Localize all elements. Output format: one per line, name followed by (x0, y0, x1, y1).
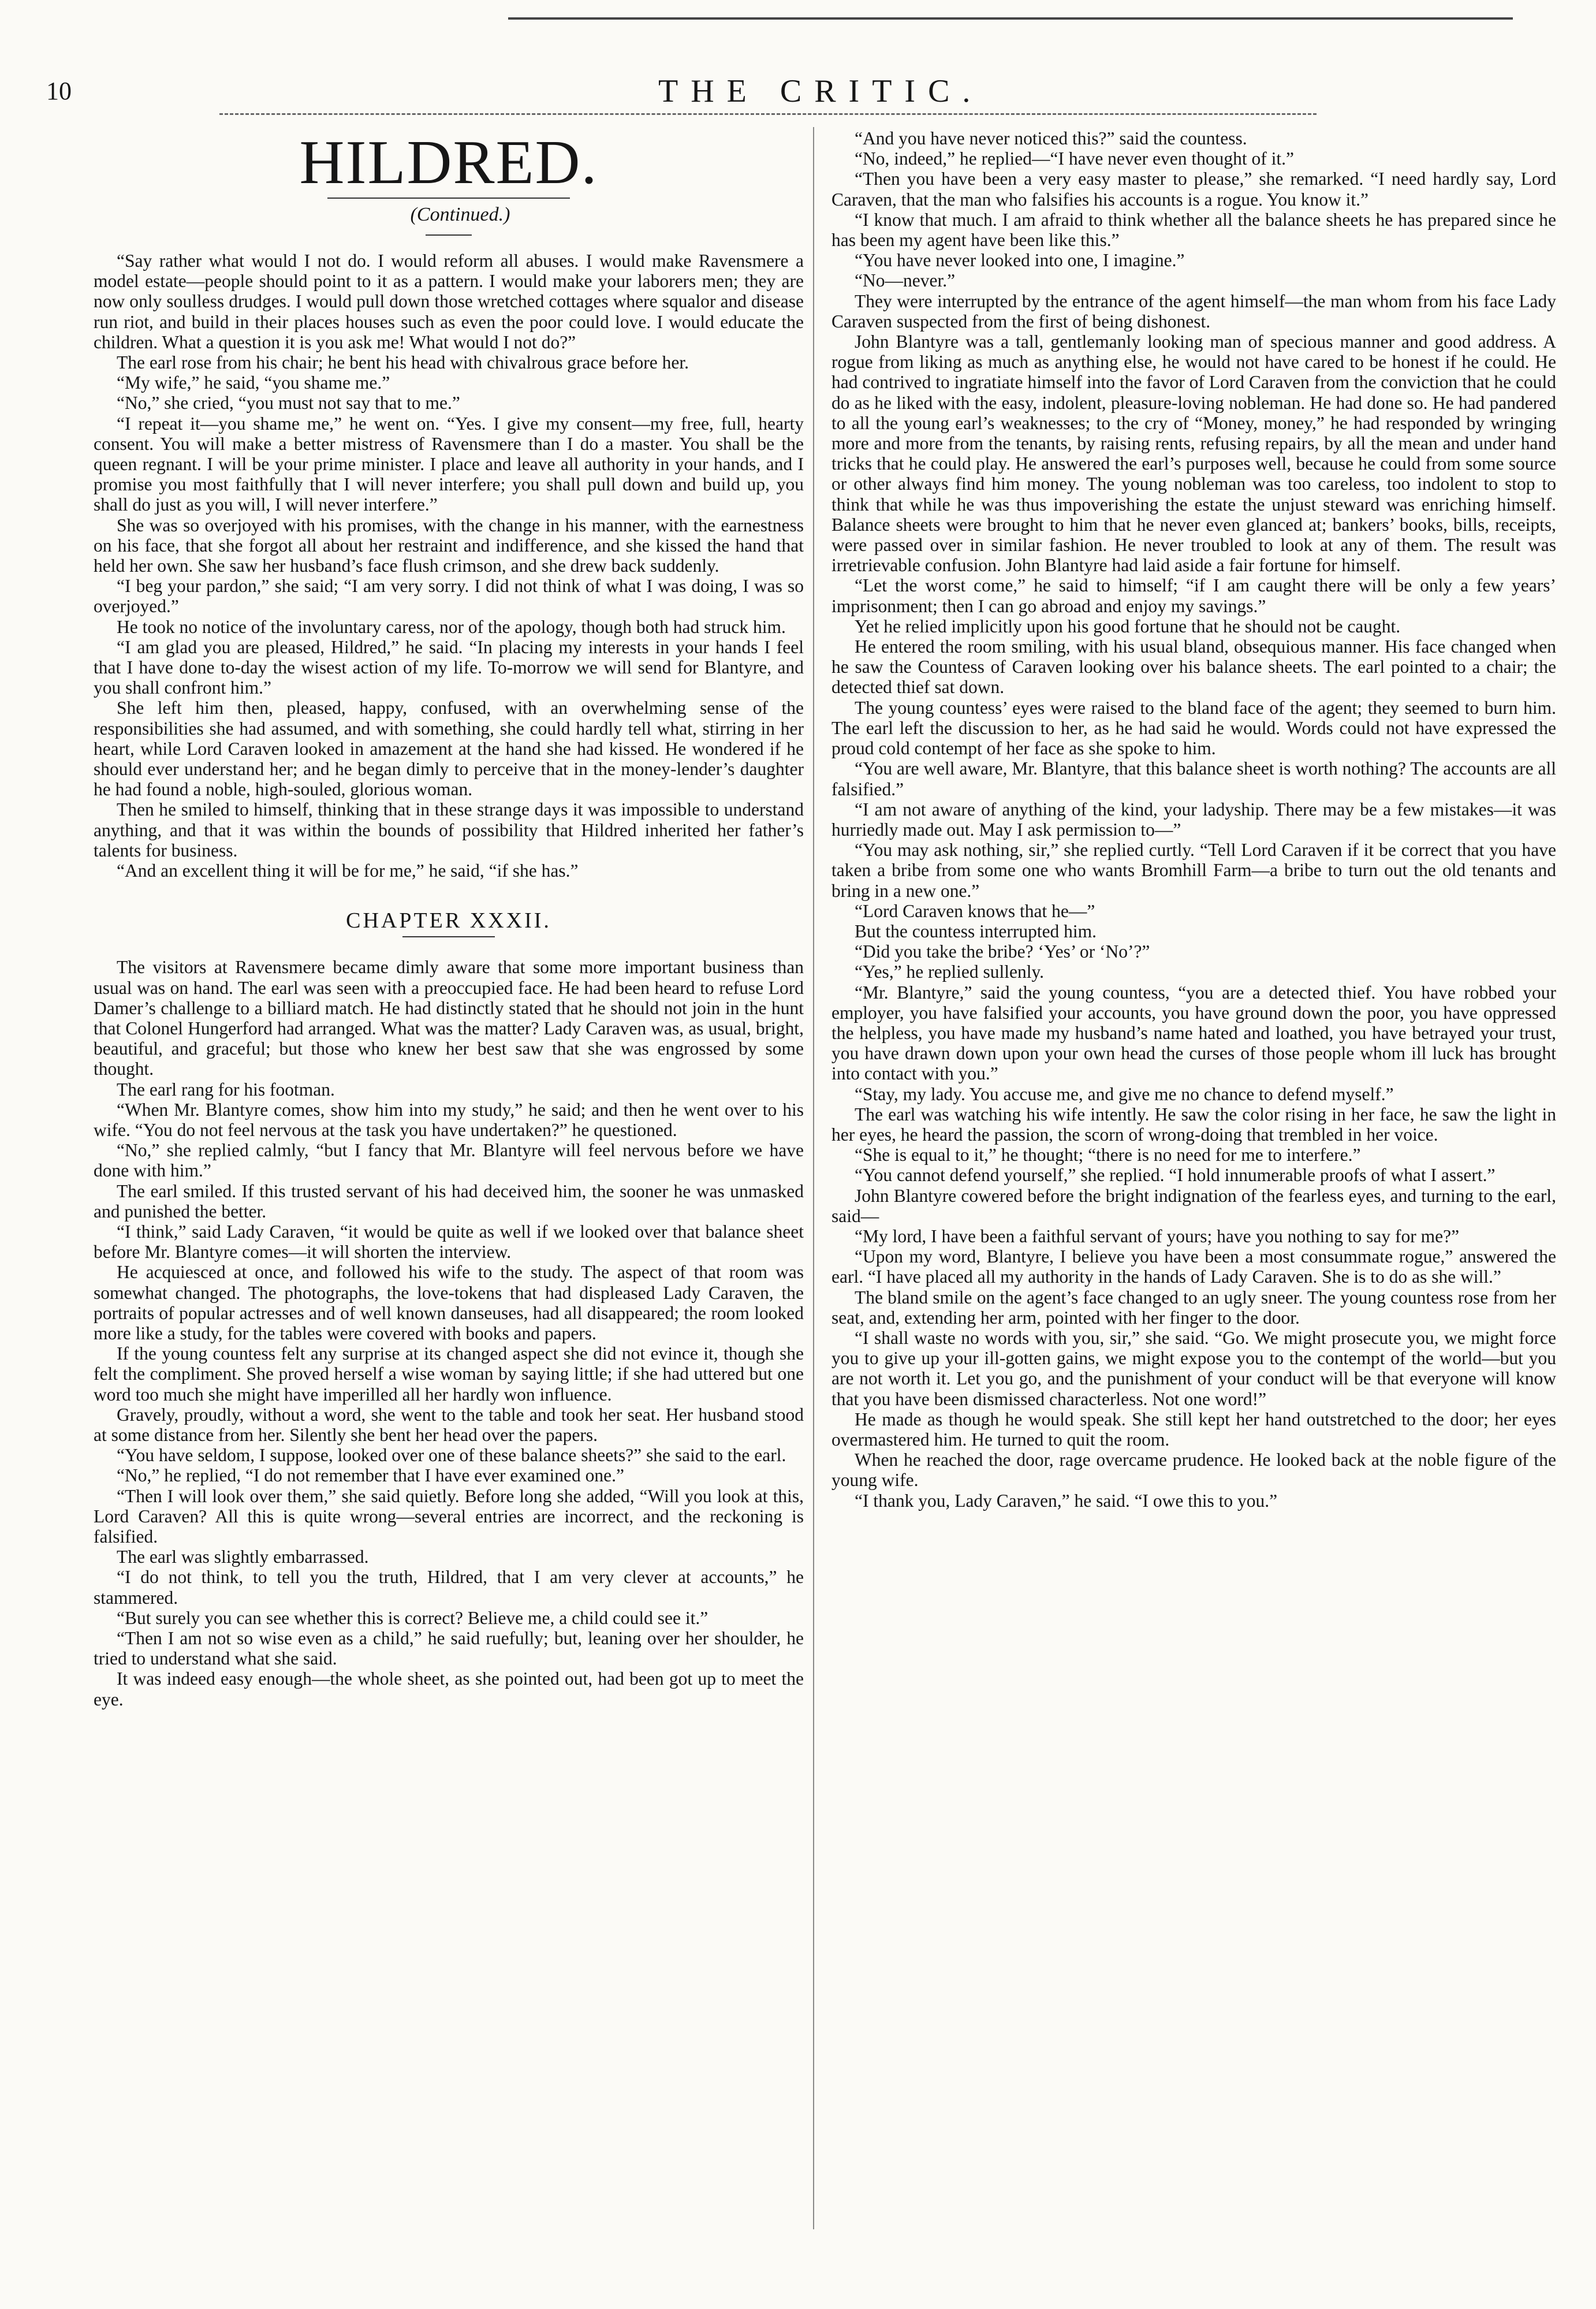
paragraph: The earl was slightly embarrassed. (117, 1547, 369, 1567)
paragraph: “No, indeed,” he replied—“I have never even thought of it.” (855, 148, 1294, 169)
paragraph: John Blantyre was a tall, gentlemanly looking man of specious manner and good address. A rogue from liking as much as anything else, he would not have cared to be honest if he could. He had contrived to ingratiate himself into the favor of Lord Caraven from the conviction that he could do as he liked with the easy, indolent, pleasure-loving nobleman. He had done so. He had pandered to all the young earl’s weaknesses; to the cry of “Money, money,” he had responded by wringing more and more from the tenants, by raising rents, refusing repairs, by all the mean and under hand tricks that he could play. He answered the earl’s purposes well, because he could from some source or other always find him money. The young nobleman was too careless, too indolent to stop to think that while he was thus impoverishing the estate the unjust steward was enriching himself. Balance sheets were brought to him that he never even glanced at; bankers’ books, bills, receipts, were passed over in similar fashion. He never troubled to look at any of them. The result was irretrievable confusion. John Blantyre had laid aside a fair fortune for himself. (831, 332, 1556, 576)
paragraph: “Then you have been a very easy master to please,” she remarked. “I need hardly say, Lord Caraven, that the man who falsifies his accounts is a rogue. You know it.” (831, 169, 1556, 210)
paragraph: The earl was watching his wife intently. He saw the color rising in her face, he saw the light in her eyes, he heard the passion, the scorn of wrong-doing that trembled in her voice. (831, 1104, 1556, 1145)
paragraph: The earl smiled. If this trusted servant of his had deceived him, the sooner he was unmasked and punished the better. (94, 1180, 804, 1221)
paragraph: Gravely, proudly, without a word, she went to the table and took her seat. Her husband stood at some distance from her. Silently she bent her head over the papers. (94, 1404, 804, 1445)
paragraph: It was indeed easy enough—the whole sheet, as she pointed out, had been got up to meet the eye. (94, 1669, 804, 1710)
ornament-rule (426, 234, 472, 236)
chapter-heading: CHAPTER XXXII. (346, 908, 551, 933)
paragraph: “No,” he replied, “I do not remember that I have ever examined one.” (117, 1465, 624, 1486)
paragraph: “Yes,” he replied sullenly. (855, 962, 1045, 982)
paragraph: He made as though he would speak. She still kept her hand outstretched to the door; her eyes overmastered him. He turned to quit the room. (831, 1409, 1556, 1450)
paragraph: “You may ask nothing, sir,” she replied curtly. “Tell Lord Caraven if it be correct that you have taken a bribe from some one who wants Bromhill Farm—a bribe to turn out the old tenants and bring in a new one.” (831, 840, 1556, 901)
paragraph: “And you have never noticed this?” said the countess. (855, 128, 1247, 148)
paragraph: “I thank you, Lady Caraven,” he said. “I owe this to you.” (855, 1490, 1278, 1511)
header-rule (219, 113, 1317, 115)
paragraph: “I am not aware of anything of the kind, your ladyship. There may be a few mistakes—it was hurriedly made out. May I ask permission to—” (831, 799, 1556, 840)
paragraph: He entered the room smiling, with his usual bland, obsequious manner. His face changed when he saw the Countess of Caraven looking over his balance sheets. The earl pointed to a chair; the detected thief sat down. (831, 636, 1556, 698)
paragraph: “Then I am not so wise even as a child,” he said ruefully; but, leaning over her shoulder, he tried to understand what she said. (94, 1628, 804, 1669)
column-divider (813, 127, 814, 2229)
paragraph: “Let the worst come,” he said to himself; “if I am caught there will be only a few years’ imprisonment; then I can go abroad and enjoy my savings.” (831, 575, 1556, 616)
left-paragraphs-after-chapter (94, 957, 804, 1710)
paragraph: “No,” she cried, “you must not say that to me.” (117, 393, 460, 414)
page-header (46, 73, 1547, 128)
paragraph: “I shall waste no words with you, sir,” she said. “Go. We might prosecute you, we might force you to give up your ill-gotten gains, we might expose you to the contempt of the world—but you are not worth it. Let you go, and the punishment of your conduct will be that everyone will know that you have been dismissed characterless. Not one word!” (831, 1327, 1556, 1409)
right-column (831, 128, 1556, 1511)
paragraph: “You cannot defend yourself,” she replied. “I hold innumerable proofs of what I assert.” (855, 1165, 1496, 1186)
paragraph: “Lord Caraven knows that he—” (855, 900, 1095, 921)
paragraph: The visitors at Ravensmere became dimly aware that some more important business than usual was on hand. The earl was seen with a preoccupied face. He had been heard to refuse Lord Damer’s challenge to a billiard match. He had distinctly stated that he should not join in the hunt that Colonel Hungerford had arranged. What was the matter? Lady Caraven was, as usual, bright, beautiful, and graceful; but those who knew her best saw that she was engrossed by some thought. (94, 957, 804, 1079)
left-paragraphs-before-chapter (94, 251, 804, 881)
paragraph: The earl rose from his chair; he bent his head with chivalrous grace before her. (117, 352, 689, 373)
chapter-rule (402, 936, 495, 937)
paragraph: He acquiesced at once, and followed his wife to the study. The aspect of that room was somewhat changed. The photographs, the love-tokens that had displeased Lady Caraven, the portraits of popular actresses and of well known danseuses, had all disappeared; the room looked more like a study, for the tables were covered with books and papers. (94, 1262, 804, 1343)
paragraph: “She is equal to it,” he thought; “there is no need for me to interfere.” (855, 1145, 1361, 1165)
paragraph: “I beg your pardon,” she said; “I am very sorry. I did not think of what I was doing, I was so overjoyed.” (94, 576, 804, 617)
running-title: THE CRITIC. (658, 73, 983, 109)
paragraph: “Stay, my lady. You accuse me, and give me no chance to defend myself.” (855, 1083, 1394, 1104)
paragraph: “You are well aware, Mr. Blantyre, that this balance sheet is worth nothing? The accounts are all falsified.” (831, 758, 1556, 799)
paragraph: “Did you take the bribe? ‘Yes’ or ‘No’?” (855, 941, 1150, 962)
paragraph: “And an excellent thing it will be for me,” he said, “if she has.” (117, 861, 579, 881)
paragraph: “I know that much. I am afraid to think whether all the balance sheets he has prepared since he has been my agent have been like this.” (831, 209, 1556, 251)
paragraph: Then he smiled to himself, thinking that in these strange days it was impossible to understand anything, and that it was within the bounds of possibility that Hildred inherited her father’s talents for business. (94, 799, 804, 861)
paragraph: “Upon my word, Blantyre, I believe you have been a most consummate rogue,” answered the earl. “I have placed all my authority in the hands of Lady Caraven. She is to do as she will.” (831, 1246, 1556, 1287)
paragraph: “You have never looked into one, I imagine.” (855, 250, 1185, 271)
paragraph: When he reached the door, rage overcame prudence. He looked back at the noble figure of the young wife. (831, 1450, 1556, 1491)
paragraph: If the young countess felt any surprise at its changed aspect she did not evince it, though she felt the compliment. She proved herself a wise woman by saying little; if she had uttered but one word too much she might have imperilled all her hardly won influence. (94, 1343, 804, 1405)
paragraph: He took no notice of the involuntary caress, nor of the apology, though both had struck him. (117, 616, 786, 637)
paragraph: “Say rather what would I not do. I would reform all abuses. I would make Ravensmere a model estate—people should point to it as a pattern. I would make your laborers men; they are now only soulless drudges. I would pull down those wretched cottages where squalor and disease run riot, and build in their places houses such as even the poor could love. I would educate the children. What a question it is you ask me! What would I not do?” (94, 251, 804, 352)
paragraph: “No,” she replied calmly, “but I fancy that Mr. Blantyre will feel nervous before we have done with him.” (94, 1140, 804, 1181)
paragraph: They were interrupted by the entrance of the agent himself—the man whom from his face Lady Caraven suspected from the first of being dishonest. (831, 291, 1556, 332)
story-title: HILDRED. (299, 128, 598, 197)
paragraph: “I am glad you are pleased, Hildred,” he said. “In placing my interests in your hands I feel that I have done to-day the wisest action of my life. To-morrow we will send for Blantyre, and you shall confront him.” (94, 636, 804, 698)
paragraph: John Blantyre cowered before the bright indignation of the fearless eyes, and turning to the earl, said— (831, 1185, 1556, 1226)
left-column (94, 128, 804, 1710)
paragraph: “Then I will look over them,” she said quietly. Before long she added, “Will you look at this, Lord Caraven? All this is quite wrong—several entries are incorrect, and the reckoning is falsified. (94, 1485, 804, 1547)
paragraph: “You have seldom, I suppose, looked over one of these balance sheets?” she said to the earl. (117, 1445, 786, 1466)
paragraph: “I repeat it—you shame me,” he went on. “Yes. I give my consent—my free, full, hearty consent. You will make a better mistress of Ravensmere than I do a master. You shall be the queen regnant. I will be your prime minister. I place and leave all authority in your hands, and I promise you most faithfully that I will never interfere; you shall pull down and build up, you shall do just as you will, I will never interfere.” (94, 413, 804, 515)
paragraph: The bland smile on the agent’s face changed to an ugly sneer. The young countess rose from her seat, and, extending her arm, pointed with her finger to the door. (831, 1287, 1556, 1328)
paragraph: “I think,” said Lady Caraven, “it would be quite as well if we looked over that balance sheet before Mr. Blantyre comes—it will shorten the interview. (94, 1221, 804, 1262)
paragraph: “I do not think, to tell you the truth, Hildred, that I am very clever at accounts,” he stammered. (94, 1567, 804, 1608)
paragraph: “But surely you can see whether this is correct? Believe me, a child could see it.” (117, 1607, 708, 1628)
paragraph: The young countess’ eyes were raised to the bland face of the agent; they seemed to burn him. The earl left the discussion to her, as he had said he would. Words could not have expressed the proud cold contempt of her face as she spoke to him. (831, 697, 1556, 759)
continued-note: (Continued.) (410, 204, 510, 225)
paragraph: Yet he relied implicitly upon his good fortune that he should not be caught. (855, 616, 1401, 636)
paragraph: She was so overjoyed with his promises, with the change in his manner, with the earnestness on his face, that she forgot all about her restraint and indifference, and she kissed the hand that held her own. She saw her husband’s face flush crimson, and she drew back suddenly. (94, 515, 804, 576)
paragraph: “No—never.” (855, 270, 956, 291)
top-rule (508, 17, 1513, 20)
paragraph: “Mr. Blantyre,” said the young countess, “you are a detected thief. You have robbed your employer, you have falsified your accounts, you have ground down the poor, you have oppressed the helpless, you have made my husband’s name hated and loathed, you have betrayed your trust, you have drawn down upon your own head the curses of those people whom ill luck has brought into contact with you.” (831, 982, 1556, 1084)
paragraph: She left him then, pleased, happy, confused, with an overwhelming sense of the responsibilities she had assumed, and with something, she could hardly tell what, stirring in her heart, while Lord Caraven looked in amazement at the hand she had kissed. He wondered if he should ever understand her; and he began dimly to perceive that in the money-lender’s daughter he had found a noble, high-souled, glorious woman. (94, 698, 804, 800)
paragraph: The earl rang for his footman. (117, 1079, 335, 1100)
paragraph: “My wife,” he said, “you shame me.” (117, 373, 390, 393)
paragraph: “My lord, I have been a faithful servant of yours; have you nothing to say for me?” (855, 1226, 1460, 1246)
page-number: 10 (46, 77, 72, 105)
paragraph: But the countess interrupted him. (855, 921, 1097, 941)
paragraph: “When Mr. Blantyre comes, show him into my study,” he said; and then he went over to his wife. “You do not feel nervous at the task you have undertaken?” he questioned. (94, 1099, 804, 1140)
